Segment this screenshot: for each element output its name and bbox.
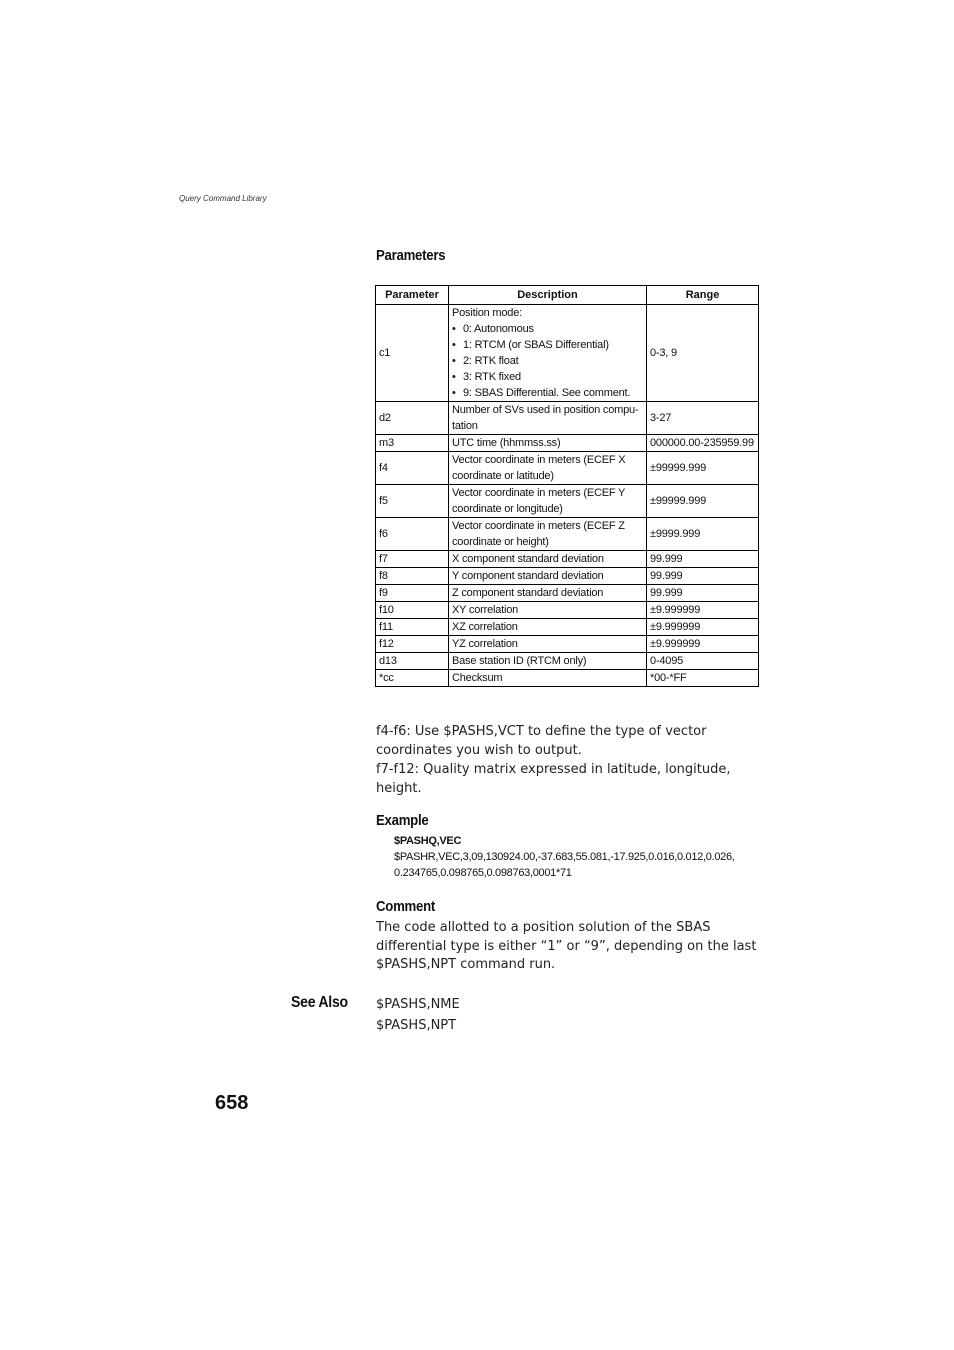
table-row (376, 551, 759, 568)
range-cell: 99.999 (647, 568, 759, 585)
comment-text: The code allotted to a position solution of the SBAS differential type is either “1” or “9”, depending on the last $PASHS,NPT command run. (376, 920, 757, 972)
description-line: coordinate or latitude) (452, 470, 554, 482)
description-line: Z component standard deviation (452, 587, 604, 599)
description-line: coordinate or longitude) (452, 503, 563, 515)
description-cell (449, 402, 647, 435)
description-line: • 2: RTK float (452, 353, 643, 369)
table-row (376, 518, 759, 551)
example-response-line: $PASHR,VEC,3,09,130924.00,-37.683,55.081,-17.925,0.016,0.012,0.026, (394, 851, 735, 863)
description-cell (449, 602, 647, 619)
description-line: Vector coordinate in meters (ECEF Z (452, 520, 625, 532)
description-line: Checksum (452, 672, 503, 684)
parameter-cell: f7 (376, 551, 449, 568)
table-row (376, 402, 759, 435)
table-row (376, 619, 759, 636)
see-also-item-nme: $PASHS,NME (376, 997, 460, 1012)
description-line: Vector coordinate in meters (ECEF Y (452, 487, 626, 499)
range-cell: 000000.00-235959.99 (647, 435, 759, 452)
parameters-heading: Parameters (376, 247, 446, 264)
table-row (376, 568, 759, 585)
description-line: Position mode: (452, 307, 522, 319)
description-line: coordinate or height) (452, 536, 549, 548)
parameter-cell: f8 (376, 568, 449, 585)
table-header-row (376, 286, 759, 305)
range-cell: ±9.999999 (647, 636, 759, 653)
see-also-heading: See Also (291, 994, 348, 1011)
column-header-range: Range (647, 286, 759, 305)
parameter-cell: f4 (376, 452, 449, 485)
description-line: Base station ID (RTCM only) (452, 655, 587, 667)
range-cell: ±9999.999 (647, 518, 759, 551)
table-row (376, 653, 759, 670)
description-line: • 3: RTK fixed (452, 369, 643, 385)
description-cell (449, 485, 647, 518)
page-number: 658 (215, 1092, 249, 1114)
description-line: Y component standard deviation (452, 570, 604, 582)
description-cell (449, 568, 647, 585)
table-row (376, 670, 759, 687)
table-row (376, 585, 759, 602)
description-cell (449, 670, 647, 687)
range-cell: 3-27 (647, 402, 759, 435)
description-cell (449, 653, 647, 670)
example-command: $PASHQ,VEC (394, 835, 462, 847)
description-line: X component standard deviation (452, 553, 604, 565)
parameter-cell: *cc (376, 670, 449, 687)
description-line: tation (452, 420, 478, 432)
description-line: • 0: Autonomous (452, 321, 643, 337)
description-cell (449, 518, 647, 551)
see-also-item-npt: $PASHS,NPT (376, 1018, 457, 1033)
description-cell (449, 636, 647, 653)
description-line: YZ correlation (452, 638, 518, 650)
range-cell: 0-4095 (647, 653, 759, 670)
table-row (376, 305, 759, 402)
parameters-table (375, 285, 759, 687)
see-also-list (376, 994, 766, 1036)
description-line: Vector coordinate in meters (ECEF X (452, 454, 626, 466)
parameter-cell: f6 (376, 518, 449, 551)
table-row (376, 602, 759, 619)
range-cell: 99.999 (647, 551, 759, 568)
description-cell (449, 551, 647, 568)
column-header-parameter: Parameter (376, 286, 449, 305)
parameter-cell: f9 (376, 585, 449, 602)
parameter-cell: f11 (376, 619, 449, 636)
example-response-line: 0.234765,0.098765,0.098763,0001*71 (394, 867, 572, 879)
example-heading: Example (376, 812, 429, 829)
parameter-cell: d13 (376, 653, 449, 670)
note-quality-matrix: f7-f12: Quality matrix expressed in latitude, longitude, height. (376, 762, 731, 796)
description-cell (449, 452, 647, 485)
description-line: XY correlation (452, 604, 519, 616)
description-line: Number of SVs used in position compu- (452, 404, 639, 416)
description-cell (449, 585, 647, 602)
example-block (394, 833, 764, 881)
table-row (376, 636, 759, 653)
description-line: UTC time (hhmmss.ss) (452, 437, 561, 449)
description-line: • 9: SBAS Differential. See comment. (452, 385, 643, 401)
description-line: XZ correlation (452, 621, 518, 633)
table-row (376, 485, 759, 518)
range-cell: 99.999 (647, 585, 759, 602)
parameter-cell: f12 (376, 636, 449, 653)
description-cell (449, 619, 647, 636)
parameter-cell: f10 (376, 602, 449, 619)
range-cell: ±99999.999 (647, 452, 759, 485)
running-head: Query Command Library (179, 194, 267, 203)
parameter-cell: m3 (376, 435, 449, 452)
description-cell (449, 435, 647, 452)
table-row (376, 435, 759, 452)
table-row (376, 452, 759, 485)
parameter-cell: d2 (376, 402, 449, 435)
parameter-cell: c1 (376, 305, 449, 402)
range-cell: *00-*FF (647, 670, 759, 687)
parameter-cell: f5 (376, 485, 449, 518)
description-cell (449, 305, 647, 402)
range-cell: ±9.999999 (647, 619, 759, 636)
note-vector-coordinates: f4-f6: Use $PASHS,VCT to define the type of vector coordinates you wish to output. (376, 724, 707, 758)
comment-heading: Comment (376, 898, 436, 915)
range-cell: ±99999.999 (647, 485, 759, 518)
range-cell: 0-3, 9 (647, 305, 759, 402)
description-line: • 1: RTCM (or SBAS Differential) (452, 337, 643, 353)
range-cell: ±9.999999 (647, 602, 759, 619)
column-header-description: Description (449, 286, 647, 305)
table-body (376, 305, 759, 687)
